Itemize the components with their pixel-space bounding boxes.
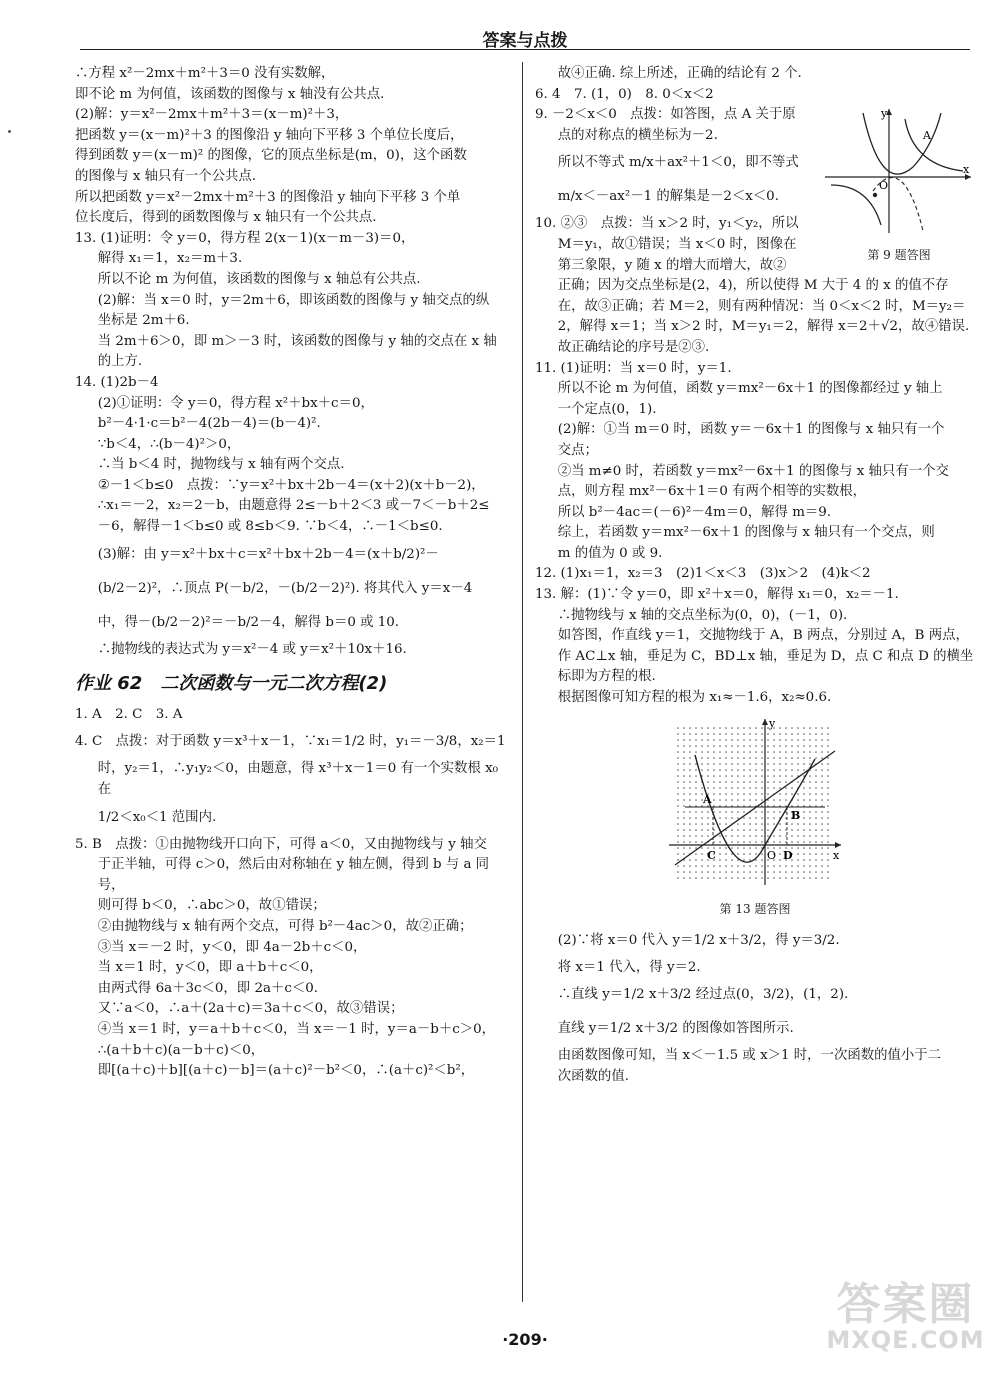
figure-9	[823, 105, 975, 265]
text-line: 所以不论 m 为何值，该函数的图像与 x 轴总有公共点.	[97, 271, 421, 287]
text-line: (2)解：当 x＝0 时，y＝2m＋6，即该函数的图像与 y 轴交点的纵	[97, 292, 490, 308]
text-line: 坐标是 2m＋6.	[97, 313, 190, 329]
column-divider	[522, 62, 523, 1302]
fig9-y-label: y	[881, 107, 888, 121]
text-line: ∴(a＋b＋c)(a－b＋c)＜0，	[97, 1042, 265, 1058]
fig13-label-b: B	[791, 808, 801, 822]
text-line: ∴抛物线的表达式为 y＝x²－4 或 y＝x²＋10x＋16.	[97, 641, 407, 657]
section-title: 作业 62 二次函数与一元二次方程(2)	[75, 673, 388, 695]
watermark	[818, 1268, 993, 1354]
header-rule	[80, 49, 970, 50]
right-column	[535, 64, 975, 1088]
text-line: 中，得－(b/2－2)²＝－b/2－4，解得 b＝0 或 10.	[97, 614, 400, 630]
fig13-label-o: O	[767, 848, 777, 862]
text-line: ③当 x＝－2 时，y＜0，即 4a－2b＋c＜0，	[97, 939, 367, 955]
figure-13	[660, 715, 850, 920]
text-line: 作 AC⊥x 轴，垂足为 C，BD⊥x 轴，垂足为 D，点 C 和点 D 的横坐	[557, 648, 974, 664]
text-line: ∴抛物线与 x 轴的交点坐标为(0，0)，(－1，0).	[557, 607, 848, 623]
fig9-x-label: x	[963, 163, 970, 177]
text-line: 10. ②③ 点拨：当 x＞2 时，y₁＜y₂，所以	[535, 216, 799, 232]
text-line: 得到函数 y＝(x－m)² 的图像，它的顶点坐标是(m，0)，这个函数	[75, 148, 467, 164]
text-line: (3)解：由 y＝x²＋bx＋c＝x²＋bx＋2b－4＝(x＋b/2)²－	[97, 546, 439, 562]
text-line: m/x＜－ax²－1 的解集是－2＜x＜0.	[557, 189, 779, 205]
text-line: (2)解：y＝x²－2mx＋m²＋3＝(x－m)²＋3，	[75, 107, 349, 123]
text-line: ②当 m≠0 时，若函数 y＝mx²－6x＋1 的图像与 x 轴只有一个交	[557, 463, 949, 479]
text-line: ∴方程 x²－2mx＋m²＋3＝0 没有实数解，	[75, 66, 335, 81]
text-line: 11. (1)证明：当 x＝0 时，y＝1.	[535, 360, 732, 376]
text-line: 1/2＜x₀＜1 范围内.	[97, 809, 217, 825]
text-line: 标即为方程的根.	[557, 669, 656, 685]
text-line: 2，解得 x＝1；当 x＞2 时，M＝y₁＝2，解得 x＝2＋√2，故④错误.	[557, 319, 970, 335]
fig9-origin-label: O	[879, 179, 889, 193]
scan-speck	[8, 130, 11, 133]
text-line: ②－1＜b≤0 点拨：∵y＝x²＋bx＋2b－4＝(x＋2)(x＋b－2)，	[97, 477, 485, 493]
text-line: 交点；	[557, 442, 598, 458]
text-line: 则可得 b＜0，∴abc＞0，故①错误；	[97, 898, 326, 914]
text-line: ∵b＜4，∴(b－4)²＞0，	[97, 436, 241, 452]
text-line: 9. －2＜x＜0 点拨：如答图，点 A 关于原	[535, 107, 796, 123]
fig13-label-x: x	[833, 848, 840, 862]
text-line: －6，解得－1＜b≤0 或 8≤b＜9. ∵b＜4，∴－1＜b≤0.	[97, 519, 443, 535]
text-line: 故正确结论的序号是②③.	[557, 339, 710, 355]
page-number: ·209·	[502, 1330, 548, 1349]
figure-9-graph	[823, 105, 975, 235]
text-line: 时，y₂＝1，∴y₁y₂＜0，由题意，得 x³＋x－1＝0 有一个实数根 x₀ 在	[97, 761, 503, 798]
text-line: 解得 x₁＝1，x₂＝m＋3.	[97, 251, 243, 267]
fig13-label-y: y	[769, 716, 776, 730]
text-line: 故④正确. 综上所述，正确的结论有 2 个.	[557, 66, 802, 81]
text-line: 在，故③正确；若 M＝2，则有两种情况：当 0＜x＜2 时，M＝y₂＝	[557, 298, 966, 314]
text-line: 1. A 2. C 3. A	[75, 706, 183, 722]
text-line: 把函数 y＝(x－m)²＋3 的图像沿 y 轴向下平移 3 个单位长度后，	[75, 127, 464, 143]
text-line: 一个定点(0，1).	[557, 401, 657, 417]
text-line: 第三象限，y 随 x 的增大而增大，故②	[557, 257, 787, 273]
text-line: 直线 y＝1/2 x＋3/2 的图像如答图所示.	[557, 1021, 794, 1037]
fig9-point-a-label: A	[923, 129, 931, 143]
text-line: 如答图，作直线 y＝1，交抛物线于 A，B 两点，分别过 A，B 两点，	[557, 628, 969, 644]
problem-14-start: 14. (1)2b－4	[75, 374, 159, 390]
text-line: 的上方.	[97, 354, 143, 370]
text-line: M＝y₁，故①错误；当 x＜0 时，图像在	[557, 236, 797, 252]
text-line: 点的对称点的横坐标为－2.	[557, 127, 718, 143]
text-line: 6. 4 7. (1，0) 8. 0＜x＜2	[535, 86, 714, 102]
text-line: 于正半轴，可得 c＞0，然后由对称轴在 y 轴左侧，得到 b 与 a 同号，	[97, 857, 490, 893]
text-line: 正确；因为交点坐标是(2，4)，所以使得 M 大于 4 的 x 的值不存	[557, 278, 949, 294]
text-line: 4. C 点拨：对于函数 y＝x³＋x－1，∵x₁＝1/2 时，y₁＝－3/8，x₂＝1	[75, 734, 506, 750]
text-line: 当 2m＋6＞0，即 m＞－3 时，该函数的图像与 y 轴的交点在 x 轴	[97, 333, 497, 349]
text-line: 所以把函数 y＝x²－2mx＋m²＋3 的图像沿 y 轴向下平移 3 个单	[75, 189, 461, 205]
text-line: 又∵a＜0，∴a＋(2a＋c)＝3a＋c＜0，故③错误；	[97, 1001, 404, 1017]
fig13-label-a: A	[703, 792, 712, 806]
text-line: ∴直线 y＝1/2 x＋3/2 经过点(0，3/2)，(1，2).	[557, 987, 849, 1003]
figure-9-caption: 第 9 题答图	[867, 247, 931, 262]
text-line: 所以不等式 m/x＋ax²＋1＜0，即不等式	[557, 155, 799, 171]
left-column	[75, 64, 513, 1082]
text-line: 当 x＝1 时，y＜0，即 a＋b＋c＜0，	[97, 960, 323, 976]
text-line: ④当 x＝1 时，y＝a＋b＋c＜0，当 x＝－1 时，y＝a－b＋c＞0，	[97, 1021, 496, 1037]
text-line: 根据图像可知方程的根为 x₁≈－1.6，x₂≈0.6.	[557, 690, 832, 706]
text-line: ∴当 b＜4 时，抛物线与 x 轴有两个交点.	[97, 457, 345, 473]
text-line: 将 x＝1 代入，得 y＝2.	[557, 959, 701, 975]
figure-13-caption: 第 13 题答图	[719, 902, 791, 917]
text-line: 所以不论 m 为何值，函数 y＝mx²－6x＋1 的图像都经过 y 轴上	[557, 381, 943, 397]
fig13-label-d: D	[783, 848, 793, 862]
text-line: (2)解：①当 m＝0 时，函数 y＝－6x＋1 的图像与 x 轴只有一个	[557, 422, 945, 438]
text-line: 的图像与 x 轴只有一个公共点.	[75, 168, 257, 184]
figure-13-graph	[665, 715, 845, 890]
text-line: 5. B 点拨：①由抛物线开口向下，可得 a＜0，又由抛物线与 y 轴交	[75, 836, 487, 852]
text-line: b²－4·1·c＝b²－4(2b－4)＝(b－4)².	[97, 416, 321, 432]
text-line: m 的值为 0 或 9.	[557, 545, 663, 561]
text-line: 所以 b²－4ac＝(－6)²－4m＝0，解得 m＝9.	[557, 504, 832, 520]
text-line: 12. (1)x₁＝1，x₂＝3 (2)1＜x＜3 (3)x＞2 (4)k＜2	[535, 566, 871, 582]
text-line: (2)①证明：令 y＝0，得方程 x²＋bx＋c＝0，	[97, 395, 374, 411]
text-line: (2)∵将 x＝0 代入 y＝1/2 x＋3/2，得 y＝3/2.	[557, 932, 840, 948]
problem-13-start: 13. (1)证明：令 y＝0，得方程 2(x－1)(x－m－3)＝0，	[75, 230, 415, 246]
text-line: ②由抛物线与 x 轴有两个交点，可得 b²－4ac＞0，故②正确；	[97, 919, 473, 934]
text-line: 即[(a＋c)＋b][(a＋c)－b]＝(a＋c)²－b²＜0，∴(a＋c)²＜b²，	[97, 1063, 475, 1079]
watermark-domain: MXQE.COM	[826, 1326, 985, 1354]
text-line: 点，则方程 mx²－6x＋1＝0 有两个相等的实数根，	[557, 484, 867, 500]
fig13-label-c: C	[707, 848, 716, 862]
text-line: (b/2－2)²，∴顶点 P(－b/2，－(b/2－2)²). 将其代入 y＝x－4	[97, 580, 473, 596]
text-line: 次函数的值.	[557, 1069, 629, 1084]
text-line: 综上，若函数 y＝mx²－6x＋1 的图像与 x 轴只有一个交点，则	[557, 525, 935, 541]
text-line: 位长度后，得到的函数图像与 x 轴只有一个公共点.	[75, 210, 377, 226]
watermark-logo-text: 答案圈	[836, 1279, 975, 1330]
text-line: 13. 解：(1)∵令 y＝0，即 x²＋x＝0，解得 x₁＝0，x₂＝－1.	[535, 587, 899, 603]
text-line: 由函数图像可知，当 x＜－1.5 或 x＞1 时，一次函数的值小于二	[557, 1048, 942, 1064]
text-line: 即不论 m 为何值，该函数的图像与 x 轴没有公共点.	[75, 86, 385, 102]
page-header: 答案与点拨	[482, 31, 568, 51]
text-line: ∴x₁＝－2，x₂＝2－b，由题意得 2≤－b＋2＜3 或－7＜－b＋2≤	[97, 498, 490, 514]
text-line: 由两式得 6a＋3c＜0，即 2a＋c＜0.	[97, 980, 319, 996]
